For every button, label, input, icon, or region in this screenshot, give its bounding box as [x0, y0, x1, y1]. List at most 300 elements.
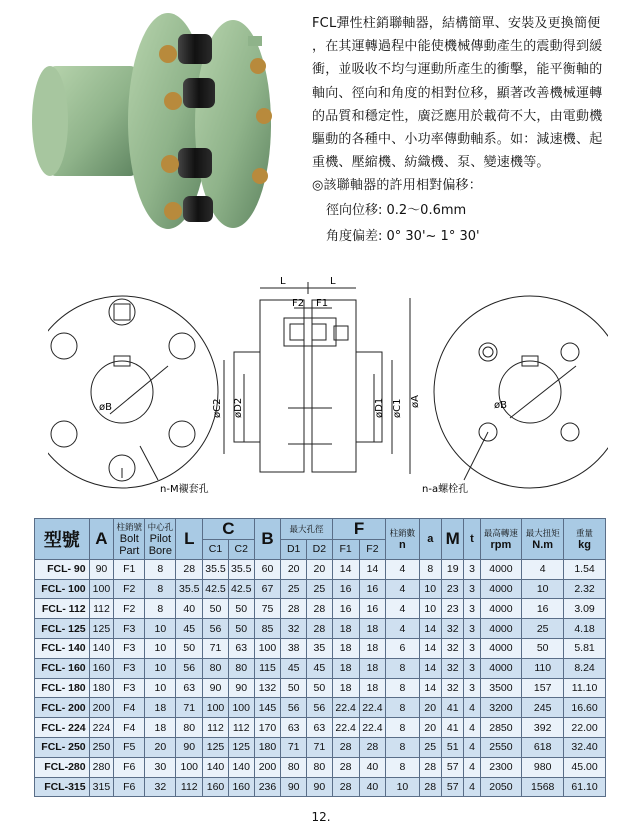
left-ob-label: øB [99, 402, 112, 413]
table-cell: 100 [254, 638, 281, 658]
table-cell: 35.5 [203, 559, 229, 579]
table-cell: 35 [307, 638, 333, 658]
table-row [35, 718, 606, 738]
table-cell: 224 [89, 718, 114, 738]
dim-l-right: L [330, 276, 336, 287]
table-cell: 180 [254, 737, 281, 757]
table-cell: 4 [522, 559, 564, 579]
th-speed-cn: 最高轉速 [483, 527, 518, 538]
table-cell: FCL- 200 [35, 698, 90, 718]
table-cell: 71 [203, 638, 229, 658]
th-n [386, 519, 419, 560]
table-cell: F6 [114, 757, 145, 777]
table-cell: 3 [464, 658, 480, 678]
th-a [89, 519, 114, 560]
table-cell: 4 [464, 737, 480, 757]
table-cell: 392 [522, 718, 564, 738]
table-cell: 20 [307, 559, 333, 579]
table-cell: 50 [522, 638, 564, 658]
th-weight-unit: kg [578, 538, 591, 551]
table-row [35, 698, 606, 718]
table-cell: 18 [359, 678, 386, 698]
table-cell: 16 [332, 599, 359, 619]
table-cell: 14 [419, 619, 441, 639]
th-t-text: t [470, 532, 474, 545]
table-cell: F3 [114, 678, 145, 698]
description [312, 12, 634, 198]
table-cell: 618 [522, 737, 564, 757]
table-row [35, 777, 606, 797]
table-cell: 112 [89, 599, 114, 619]
table-cell: 63 [307, 718, 333, 738]
technical-drawing [48, 268, 608, 504]
table-cell: 18 [145, 698, 176, 718]
table-cell: 8 [386, 737, 419, 757]
table-cell: 32.40 [564, 737, 606, 757]
table-cell: 140 [228, 757, 254, 777]
table-cell: 61.10 [564, 777, 606, 797]
table-cell: 100 [89, 579, 114, 599]
table-cell: 4000 [480, 559, 522, 579]
table-cell: 10 [386, 777, 419, 797]
table-cell: 50 [176, 638, 203, 658]
table-cell: FCL- 250 [35, 737, 90, 757]
dim-l-left: L [280, 276, 286, 287]
table-cell: 25 [307, 579, 333, 599]
th-speed [480, 519, 522, 560]
table-cell: 22.00 [564, 718, 606, 738]
table-cell: 23 [442, 579, 464, 599]
table-cell: FCL- 112 [35, 599, 90, 619]
table-cell: 200 [89, 698, 114, 718]
th-b [254, 519, 281, 560]
table-cell: 71 [307, 737, 333, 757]
table-cell: 35.5 [176, 579, 203, 599]
table-cell: 80 [281, 757, 307, 777]
table-cell: 2850 [480, 718, 522, 738]
table-cell: 8 [145, 599, 176, 619]
table-cell: 980 [522, 757, 564, 777]
table-cell: 40 [359, 757, 386, 777]
desc-line-8: ◎該聯軸器的許用相對偏移： [312, 178, 482, 194]
table-cell: 14 [359, 559, 386, 579]
th-d1: D1 [281, 540, 307, 560]
th-n-cn: 柱銷數 [389, 527, 416, 538]
table-cell: 20 [145, 737, 176, 757]
th-m [442, 519, 464, 560]
left-note: n-M襯套孔 [160, 484, 209, 495]
table-cell: FCL- 140 [35, 638, 90, 658]
th-torque-unit: N.m [532, 538, 554, 551]
th-model-text: 型號 [43, 529, 80, 550]
table-cell: 22.4 [332, 718, 359, 738]
table-cell: 40 [359, 777, 386, 797]
table-cell: FCL- 125 [35, 619, 90, 639]
table-cell: 22.4 [332, 698, 359, 718]
table-cell: 160 [228, 777, 254, 797]
th-t [464, 519, 480, 560]
table-cell: 160 [89, 658, 114, 678]
table-cell: 28 [176, 559, 203, 579]
th-pilot-en2: Bore [148, 544, 172, 557]
dim-c1: øC1 [392, 398, 403, 418]
table-cell: 32 [442, 619, 464, 639]
table-cell: 14 [419, 658, 441, 678]
table-cell: 38 [281, 638, 307, 658]
table-cell: 16 [359, 599, 386, 619]
th-n-en: n [399, 538, 406, 551]
table-cell: 100 [203, 698, 229, 718]
table-cell: 32 [442, 658, 464, 678]
table-cell: 200 [254, 757, 281, 777]
table-row [35, 737, 606, 757]
table-cell: 60 [254, 559, 281, 579]
table-cell: 8 [386, 678, 419, 698]
table-cell: 28 [307, 619, 333, 639]
table-cell: 71 [281, 737, 307, 757]
table-cell: 8 [386, 698, 419, 718]
table-cell: 90 [281, 777, 307, 797]
th-a-small-text: a [427, 532, 434, 545]
table-cell: 28 [419, 777, 441, 797]
table-cell: 63 [228, 638, 254, 658]
table-cell: 140 [203, 757, 229, 777]
table-cell: 42.5 [203, 579, 229, 599]
table-cell: FCL-280 [35, 757, 90, 777]
th-b-text: B [261, 528, 274, 548]
table-cell: 41 [442, 718, 464, 738]
table-cell: 125 [228, 737, 254, 757]
table-cell: 18 [332, 619, 359, 639]
th-f-text: F [353, 519, 365, 538]
table-cell: 50 [228, 619, 254, 639]
table-cell: 4000 [480, 619, 522, 639]
table-cell: 16 [522, 599, 564, 619]
table-cell: FCL- 100 [35, 579, 90, 599]
table-cell: 11.10 [564, 678, 606, 698]
table-cell: 2550 [480, 737, 522, 757]
table-cell: 8 [386, 658, 419, 678]
th-c [203, 519, 254, 540]
th-pilot-cn: 中心孔 [147, 521, 174, 532]
table-cell: 18 [359, 658, 386, 678]
table-cell: 20 [419, 698, 441, 718]
table-cell: FCL- 224 [35, 718, 90, 738]
desc-line-7: 重機、壓縮機、紡織機、泵、變速機等。 [312, 155, 550, 171]
table-cell: F3 [114, 638, 145, 658]
desc-line-2: ，在其運轉過程中能使機械傳動產生的震動得到緩 [312, 39, 603, 55]
th-weight [564, 519, 606, 560]
table-row [35, 559, 606, 579]
table-cell: 90 [307, 777, 333, 797]
table-cell: 28 [332, 737, 359, 757]
radial-offset: 徑向位移: 0.2～0.6mm [326, 203, 467, 218]
table-cell: 10 [419, 599, 441, 619]
table-cell: 56 [203, 619, 229, 639]
table-cell: 3 [464, 638, 480, 658]
table-row [35, 678, 606, 698]
table-cell: 14 [419, 638, 441, 658]
th-bolt-cn: 柱銷號 [116, 521, 143, 532]
table-cell: 5.81 [564, 638, 606, 658]
right-note: n-a螺栓孔 [422, 484, 469, 495]
table-cell: 28 [419, 757, 441, 777]
desc-line-6: 驅動的各種中、小功率傳動軸系。如：減速機、起 [312, 132, 603, 148]
th-bolt-en1: Bolt [119, 532, 139, 545]
table-cell: 32 [281, 619, 307, 639]
th-model [35, 519, 90, 560]
table-cell: 14 [332, 559, 359, 579]
table-cell: 3 [464, 678, 480, 698]
table-cell: 110 [522, 658, 564, 678]
desc-line-1: FCL彈性柱銷聯軸器，結構簡單、安裝及更換簡便 [312, 16, 601, 31]
table-cell: 3 [464, 619, 480, 639]
table-cell: 19 [442, 559, 464, 579]
th-l [176, 519, 203, 560]
table-cell: F2 [114, 599, 145, 619]
th-torque [522, 519, 564, 560]
table-cell: FCL-315 [35, 777, 90, 797]
table-cell: FCL- 180 [35, 678, 90, 698]
table-cell: 28 [332, 757, 359, 777]
th-f2: F2 [359, 540, 386, 560]
table-cell: 10 [419, 579, 441, 599]
table-cell: 18 [145, 718, 176, 738]
table-cell: 4 [386, 599, 419, 619]
table-cell: 315 [89, 777, 114, 797]
th-c1: C1 [203, 540, 229, 560]
th-bolt-en2: Part [119, 544, 140, 557]
table-cell: 170 [254, 718, 281, 738]
table-cell: 10 [522, 579, 564, 599]
table-cell: 1.54 [564, 559, 606, 579]
angular-offset: 角度偏差: 0° 30'~ 1° 30' [326, 229, 480, 244]
table-cell: 4 [386, 559, 419, 579]
th-weight-cn: 重量 [576, 527, 594, 538]
table-cell: 90 [203, 678, 229, 698]
table-cell: 57 [442, 777, 464, 797]
th-d2: D2 [307, 540, 333, 560]
table-cell: 90 [89, 559, 114, 579]
table-cell: 50 [203, 599, 229, 619]
dim-d2: øD2 [233, 397, 244, 418]
table-cell: 56 [281, 698, 307, 718]
table-cell: 8.24 [564, 658, 606, 678]
table-cell: 2.32 [564, 579, 606, 599]
table-cell: 80 [203, 658, 229, 678]
dim-a: øA [410, 395, 421, 408]
table-cell: 25 [522, 619, 564, 639]
table-cell: 90 [176, 737, 203, 757]
table-cell: 22.4 [359, 718, 386, 738]
dim-d1: øD1 [374, 397, 385, 418]
table-cell: 8 [386, 757, 419, 777]
table-cell: 45 [281, 658, 307, 678]
table-cell: 8 [145, 579, 176, 599]
table-cell: 3 [464, 559, 480, 579]
table-cell: 20 [281, 559, 307, 579]
table-cell: 28 [332, 777, 359, 797]
table-cell: 4 [464, 777, 480, 797]
table-row [35, 619, 606, 639]
table-cell: 10 [145, 678, 176, 698]
table-cell: 80 [176, 718, 203, 738]
table-cell: 50 [307, 678, 333, 698]
table-cell: 63 [176, 678, 203, 698]
table-cell: 67 [254, 579, 281, 599]
right-ob-label: øB [494, 400, 507, 411]
table-cell: 80 [228, 658, 254, 678]
table-cell: 56 [307, 698, 333, 718]
table-row [35, 638, 606, 658]
table-cell: 16 [332, 579, 359, 599]
table-cell: 100 [228, 698, 254, 718]
table-cell: 145 [254, 698, 281, 718]
table-cell: 22.4 [359, 698, 386, 718]
table-cell: 4000 [480, 638, 522, 658]
table-cell: FCL- 160 [35, 658, 90, 678]
th-m-text: M [445, 528, 460, 548]
table-row [35, 599, 606, 619]
table-cell: 45.00 [564, 757, 606, 777]
table-cell: 28 [281, 599, 307, 619]
table-cell: 10 [145, 619, 176, 639]
table-cell: 30 [145, 757, 176, 777]
dim-c2: øC2 [212, 398, 223, 418]
table-cell: F3 [114, 619, 145, 639]
table-cell: F4 [114, 718, 145, 738]
table-cell: 10 [145, 638, 176, 658]
table-cell: 125 [89, 619, 114, 639]
table-cell: 40 [176, 599, 203, 619]
table-cell: 63 [281, 718, 307, 738]
th-pilot-en1: Pilot [149, 532, 172, 545]
th-bolt [114, 519, 145, 560]
desc-line-5: 的品質和穩定性，廣泛應用於載荷不大，由電動機 [312, 108, 603, 124]
dim-f1: F1 [316, 298, 329, 309]
table-cell: 32 [145, 777, 176, 797]
table-cell: 4 [464, 757, 480, 777]
table-cell: 25 [419, 737, 441, 757]
table-cell: 50 [281, 678, 307, 698]
table-cell: 18 [332, 678, 359, 698]
table-cell: 4.18 [564, 619, 606, 639]
table-cell: F2 [114, 579, 145, 599]
table-cell: 85 [254, 619, 281, 639]
table-cell: FCL- 90 [35, 559, 90, 579]
th-maxbore [281, 519, 332, 540]
table-cell: 90 [228, 678, 254, 698]
table-cell: 57 [442, 757, 464, 777]
table-cell: F1 [114, 559, 145, 579]
th-c-text: C [222, 519, 235, 538]
table-cell: 4 [386, 619, 419, 639]
table-cell: 10 [145, 658, 176, 678]
table-cell: 75 [254, 599, 281, 619]
page-number: 12. [311, 810, 331, 824]
table-cell: F6 [114, 777, 145, 797]
th-c2: C2 [228, 540, 254, 560]
table-cell: F4 [114, 698, 145, 718]
table-cell: 3 [464, 599, 480, 619]
table-cell: 180 [89, 678, 114, 698]
table-cell: 45 [307, 658, 333, 678]
table-cell: 28 [307, 599, 333, 619]
th-l-text: L [184, 528, 195, 548]
table-cell: 4 [464, 718, 480, 738]
dim-f2: F2 [292, 298, 305, 309]
table-cell: 4000 [480, 658, 522, 678]
spec-table-body [35, 559, 606, 797]
th-f1: F1 [332, 540, 359, 560]
th-maxbore-text: 最大孔徑 [289, 524, 324, 534]
desc-line-4: 軸向、徑向和角度的相對位移，顯著改善機械運轉 [312, 85, 603, 101]
table-cell: 18 [332, 658, 359, 678]
table-cell: 4 [386, 579, 419, 599]
th-f [332, 519, 386, 540]
table-cell: 245 [522, 698, 564, 718]
table-cell: 3200 [480, 698, 522, 718]
th-speed-unit: rpm [490, 538, 512, 551]
table-cell: 8 [145, 559, 176, 579]
table-cell: 18 [332, 638, 359, 658]
table-cell: 3500 [480, 678, 522, 698]
table-row [35, 579, 606, 599]
table-cell: 25 [281, 579, 307, 599]
table-cell: 16.60 [564, 698, 606, 718]
table-cell: 112 [228, 718, 254, 738]
table-cell: 280 [89, 757, 114, 777]
table-row [35, 658, 606, 678]
table-cell: 51 [442, 737, 464, 757]
table-cell: 112 [203, 718, 229, 738]
desc-line-3: 衝，並吸收不均勻運動所產生的衝擊，能平衡軸的 [312, 62, 603, 78]
table-cell: 4000 [480, 599, 522, 619]
table-cell: 236 [254, 777, 281, 797]
th-pilot [145, 519, 176, 560]
th-torque-cn: 最大扭矩 [525, 527, 560, 538]
table-cell: 2300 [480, 757, 522, 777]
coupling-photo [28, 6, 298, 236]
table-cell: 80 [307, 757, 333, 777]
table-cell: 115 [254, 658, 281, 678]
th-a-text: A [95, 528, 108, 548]
table-cell: 18 [359, 638, 386, 658]
th-a-small [419, 519, 441, 560]
table-cell: F3 [114, 658, 145, 678]
table-cell: 8 [419, 559, 441, 579]
table-cell: 3 [464, 579, 480, 599]
table-cell: 42.5 [228, 579, 254, 599]
table-cell: 50 [228, 599, 254, 619]
table-cell: 4 [464, 698, 480, 718]
table-cell: 125 [203, 737, 229, 757]
table-cell: 3.09 [564, 599, 606, 619]
table-cell: 132 [254, 678, 281, 698]
table-cell: 56 [176, 658, 203, 678]
table-cell: 71 [176, 698, 203, 718]
table-cell: 28 [359, 737, 386, 757]
table-cell: 6 [386, 638, 419, 658]
table-cell: 45 [176, 619, 203, 639]
table-cell: 14 [419, 678, 441, 698]
table-cell: 16 [359, 579, 386, 599]
table-cell: 160 [203, 777, 229, 797]
table-cell: F5 [114, 737, 145, 757]
table-cell: 250 [89, 737, 114, 757]
table-cell: 2050 [480, 777, 522, 797]
table-cell: 157 [522, 678, 564, 698]
